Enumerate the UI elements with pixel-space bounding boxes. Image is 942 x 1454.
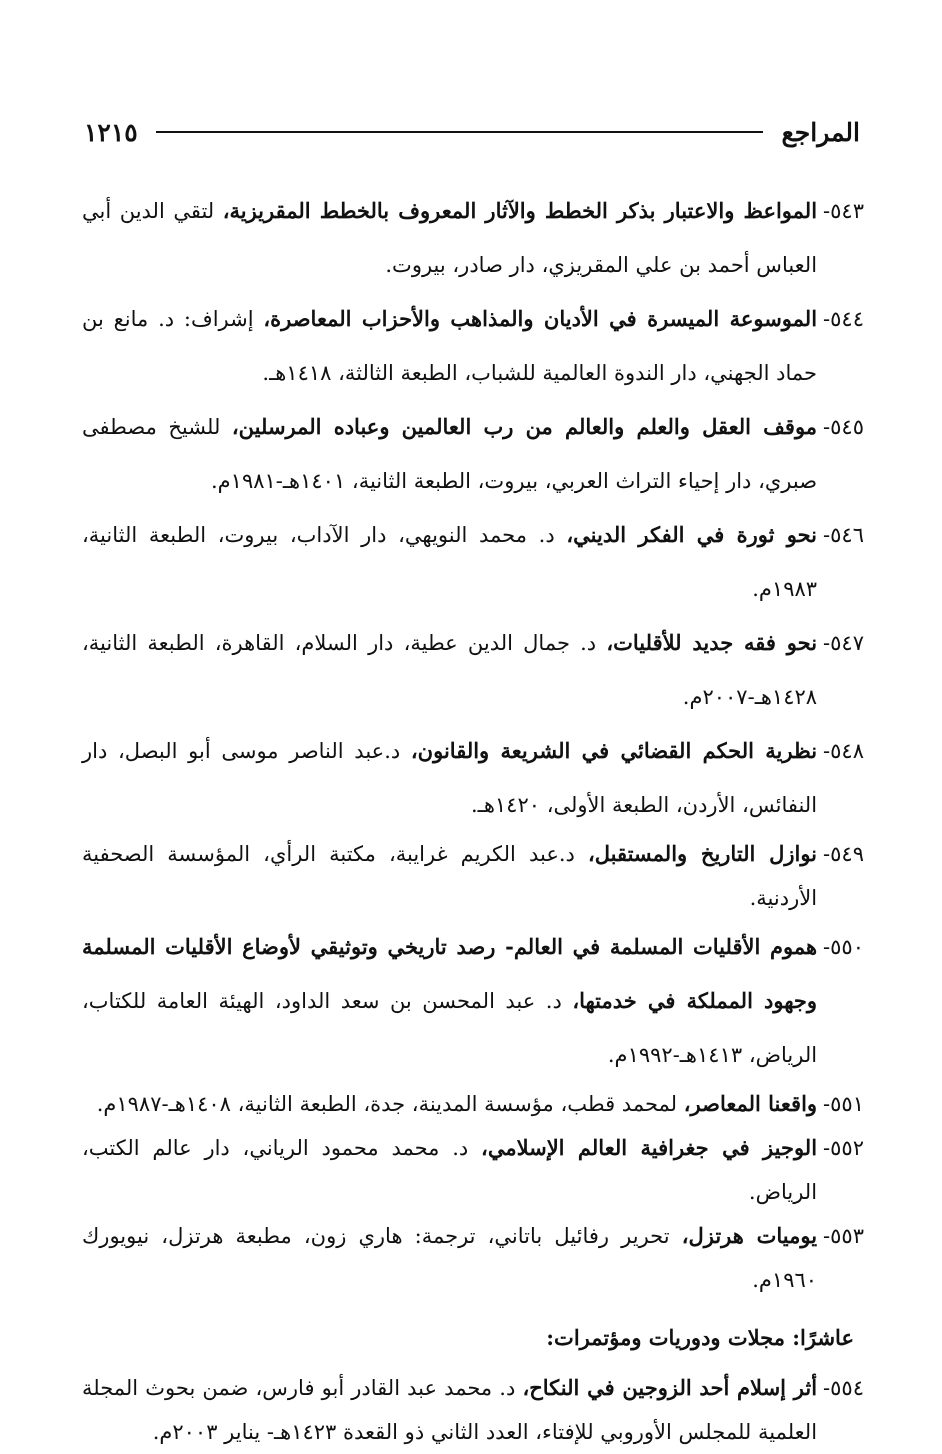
reference-details: د. محمد عبد القادر أبو فارس، ضمن بحوث المجلة العلمية للمجلس الأوروبي للإفتاء، العدد الثاني ذو القعدة ١٤٢٣هـ- يناير ٢٠٠٣م. [82, 1376, 818, 1444]
reference-text [82, 832, 817, 920]
reference-text [82, 1214, 817, 1302]
reference-number: ٥٤٩- [823, 842, 864, 866]
reference-item-546 [82, 508, 864, 616]
reference-text [82, 1126, 817, 1214]
reference-title: نوازل التاريخ والمستقبل، [587, 841, 818, 866]
page-number: ١٢١٥ [84, 117, 138, 147]
reference-item-545 [82, 400, 864, 508]
reference-details: لمحمد قطب، مؤسسة المدينة، جدة، الطبعة الثانية، ١٤٠٨هـ-١٩٨٧م. [96, 1092, 684, 1116]
reference-number: ٥٥٠- [823, 935, 864, 959]
reference-item-551 [82, 1082, 864, 1126]
reference-text [82, 400, 817, 508]
reference-title: نظرية الحكم القضائي في الشريعة والقانون، [410, 738, 818, 763]
reference-text [82, 1366, 817, 1454]
reference-number: ٥٤٥- [823, 415, 864, 439]
reference-title: الوجيز في جغرافية العالم الإسلامي، [481, 1135, 818, 1160]
reference-text [82, 508, 817, 616]
reference-details: د. جمال الدين عطية، دار السلام، القاهرة، الطبعة الثانية، ١٤٢٨هـ-٢٠٠٧م. [82, 631, 818, 709]
reference-item-547 [82, 616, 864, 724]
reference-details: د. محمد النويهي، دار الآداب، بيروت، الطبعة الثانية، ١٩٨٣م. [82, 523, 818, 601]
reference-number: ٥٥٣- [823, 1224, 864, 1248]
reference-details: تحرير رفائيل باتاني، ترجمة: هاري زون، مطبعة هرتزل، نيويورك ١٩٦٠م. [82, 1224, 818, 1292]
reference-title: نحو فقه جديد للأقليات، [606, 630, 818, 655]
reference-title: واقعنا المعاصر، [683, 1091, 818, 1116]
reference-details: د.عبد الكريم غرايبة، مكتبة الرأي، المؤسسة الصحفية الأردنية. [82, 842, 818, 910]
reference-title: أثر إسلام أحد الزوجين في النكاح، [522, 1375, 818, 1400]
running-header [84, 112, 860, 152]
reference-number: ٥٥٢- [823, 1136, 864, 1160]
reference-number: ٥٤٣- [823, 199, 864, 223]
reference-details: للشيخ مصطفى صبري، دار إحياء التراث العربي، بيروت، الطبعة الثانية، ١٤٠١هـ-١٩٨١م. [82, 415, 818, 493]
reference-number: ٥٤٦- [823, 523, 864, 547]
reference-item-550 [82, 920, 864, 1082]
reference-text [82, 1082, 817, 1126]
reference-text [82, 292, 817, 400]
reference-item-552 [82, 1126, 864, 1214]
reference-item-543 [82, 184, 864, 292]
reference-details: إشراف: د. مانع بن حماد الجهني، دار الندوة العالمية للشباب، الطبعة الثالثة، ١٤١٨هـ. [82, 307, 818, 385]
reference-item-553 [82, 1214, 864, 1302]
reference-title: الموسوعة الميسرة في الأديان والمذاهب والأحزاب المعاصرة، [263, 306, 818, 331]
reference-details: د. عبد المحسن بن سعد الداود، الهيئة العامة للكتاب، الرياض، ١٤١٣هـ-١٩٩٢م. [82, 989, 818, 1067]
reference-details: لتقي الدين أبي العباس أحمد بن علي المقريزي، دار صادر، بيروت. [82, 199, 818, 277]
reference-item-554 [82, 1366, 864, 1454]
reference-title: هموم الأقليات المسلمة في العالم- رصد تاريخي وتوثيقي لأوضاع الأقليات المسلمة وجهود المملكة في خدمتها، [82, 934, 818, 1013]
reference-text [82, 184, 817, 292]
reference-number: ٥٥٤- [823, 1376, 864, 1400]
reference-number: ٥٤٨- [823, 739, 864, 763]
reference-details: د. محمد محمود الرياني، دار عالم الكتب، الرياض. [82, 1136, 818, 1204]
reference-details: د.عبد الناصر موسى أبو البصل، دار النفائس، الأردن، الطبعة الأولى، ١٤٢٠هـ. [82, 739, 818, 817]
reference-title: موقف العقل والعلم والعالم من رب العالمين وعباده المرسلين، [231, 414, 818, 439]
reference-number: ٥٤٧- [823, 631, 864, 655]
reference-text [82, 616, 817, 724]
reference-title: نحو ثورة في الفكر الديني، [566, 522, 818, 547]
reference-item-548 [82, 724, 864, 832]
section-heading: عاشرًا: مجلات ودوريات ومؤتمرات: [546, 1325, 854, 1350]
reference-title: يوميات هرتزل، [681, 1223, 818, 1248]
reference-text [82, 724, 817, 832]
reference-text [82, 920, 817, 1082]
references-list [82, 184, 864, 1454]
reference-number: ٥٥١- [823, 1092, 864, 1116]
reference-number: ٥٤٤- [823, 307, 864, 331]
header-rule [156, 131, 764, 133]
running-title: المراجع [781, 117, 860, 147]
reference-item-544 [82, 292, 864, 400]
reference-item-549 [82, 832, 864, 920]
reference-title: المواعظ والاعتبار بذكر الخطط والآثار المعروف بالخطط المقريزية، [222, 198, 818, 223]
